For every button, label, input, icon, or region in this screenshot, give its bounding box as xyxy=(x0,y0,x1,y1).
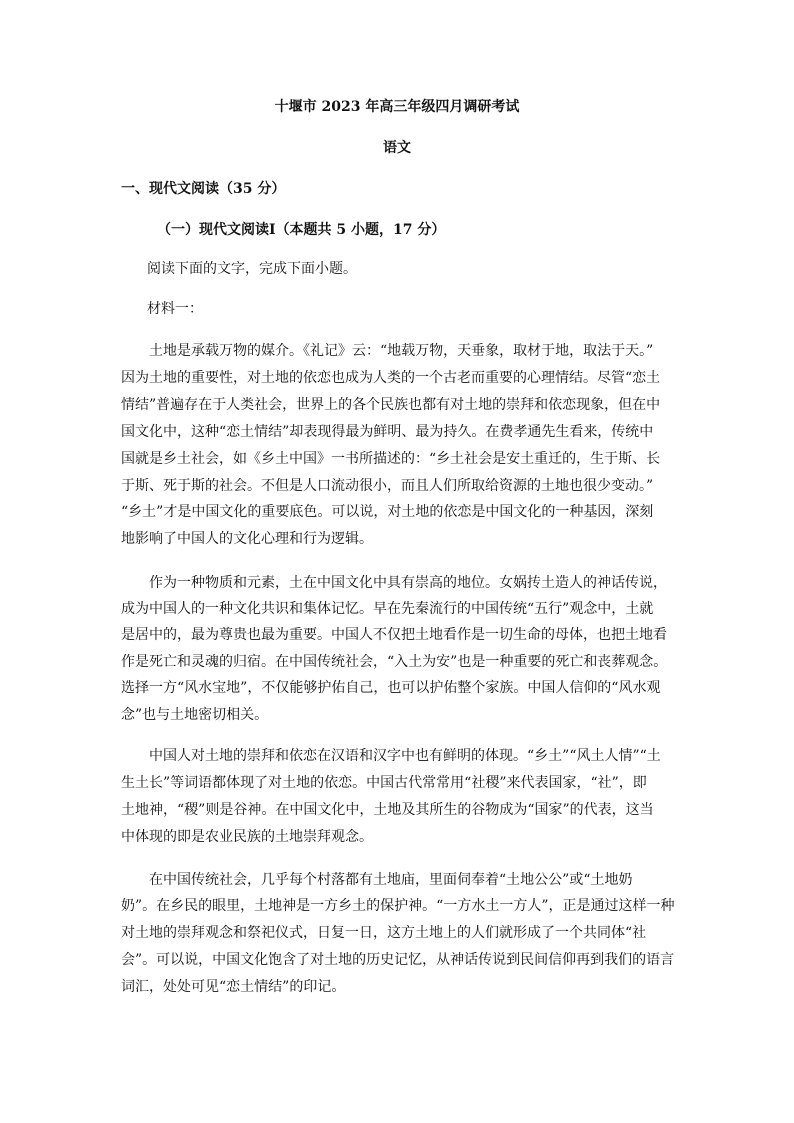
section-heading: 一、现代文阅读（35 分） xyxy=(121,181,286,197)
material-label: 材料一： xyxy=(147,301,203,317)
paragraph-line: 在中国传统社会，几乎每个村落都有土地庙，里面伺奉着“土地公公”或“土地奶 xyxy=(121,872,633,888)
paragraph-line: 作为一种物质和元素，土在中国文化中具有崇高的地位。女娲抟土造人的神话传说， xyxy=(121,575,667,591)
paragraph-line: 是居中的，最为尊贵也最为重要。中国人不仅把土地看作是一切生命的母体，也把土地看 xyxy=(121,627,667,643)
instruction-text: 阅读下面的文字，完成下面小题。 xyxy=(147,261,357,277)
paragraph-line: 情结”普遍存在于人类社会，世界上的各个民族也都有对土地的崇拜和依恋现象，但在中 xyxy=(121,397,661,413)
paragraph-line: 会”。可以说，中国文化饱含了对土地的历史记忆，从神话传说到民间信仰再到我们的语言 xyxy=(121,952,675,968)
paragraph-line: 地影响了中国人的文化心理和行为逻辑。 xyxy=(121,531,373,547)
paragraph-line: 奶”。在乡民的眼里，土地神是一方乡土的保护神。“一方水土一方人”，正是通过这样一种 xyxy=(121,898,675,914)
paragraph-line: 作是死亡和灵魂的归宿。在中国传统社会，“入土为安”也是一种重要的死亡和丧葬观念。 xyxy=(121,654,668,670)
paragraph-line: 国文化中，这种“恋土情结”却表现得最为鲜明、最为持久。在费孝通先生看来，传统中 xyxy=(121,424,654,440)
subject-title: 语文 xyxy=(383,140,411,156)
paragraph-line: 因为土地的重要性，对土地的依恋也成为人类的一个古老而重要的心理情结。尽管“恋土 xyxy=(121,370,661,386)
paragraph-line: 成为中国人的一种文化共识和集体记忆。早在先秦流行的中国传统“五行”观念中，土就 xyxy=(121,601,654,617)
paragraph-line: 土地神，“稷”则是谷神。在中国文化中，土地及其所生的谷物成为“国家”的代表，这当 xyxy=(121,802,654,818)
paragraph-line: 于斯、死于斯的社会。不但是人口流动很小，而且人们所取给资源的土地也很少变动。” xyxy=(121,478,654,494)
paragraph-line: 国就是乡土社会，如《乡土中国》一书所描述的：“乡土社会是安土重迁的，生于斯、长 xyxy=(121,451,661,467)
paragraph-line: “乡土”才是中国文化的重要底色。可以说，对土地的依恋是中国文化的一种基因，深刻 xyxy=(121,504,654,520)
paragraph-line: 中体现的即是农业民族的土地崇拜观念。 xyxy=(121,829,373,845)
paragraph-line: 选择一方“风水宝地”，不仅能够护佑自己，也可以护佑整个家族。中国人信仰的“风水观 xyxy=(121,680,661,696)
paragraph-line: 念”也与土地密切相关。 xyxy=(121,707,269,723)
subsection-heading: （一）现代文阅读Ⅰ（本题共 5 小题，17 分） xyxy=(157,222,446,238)
paragraph-line: 生土长”等词语都体现了对土地的依恋。中国古代常常用“社稷”来代表国家，“社”，即 xyxy=(121,775,647,791)
paragraph-line: 土地是承载万物的媒介。《礼记》云：“地载万物，天垂象，取材于地，取法于天。” xyxy=(121,343,654,359)
paragraph-line: 词汇，处处可见“恋土情结”的印记。 xyxy=(121,979,346,995)
paragraph-line: 中国人对土地的崇拜和依恋在汉语和汉字中也有鲜明的体现。“乡土”“风土人情”“土 xyxy=(121,748,661,764)
exam-title: 十堰市 2023 年高三年级四月调研考试 xyxy=(274,99,520,115)
paragraph-line: 对土地的崇拜观念和祭祀仪式，日复一日，这方土地上的人们就形成了一个共同体“社 xyxy=(121,925,647,941)
